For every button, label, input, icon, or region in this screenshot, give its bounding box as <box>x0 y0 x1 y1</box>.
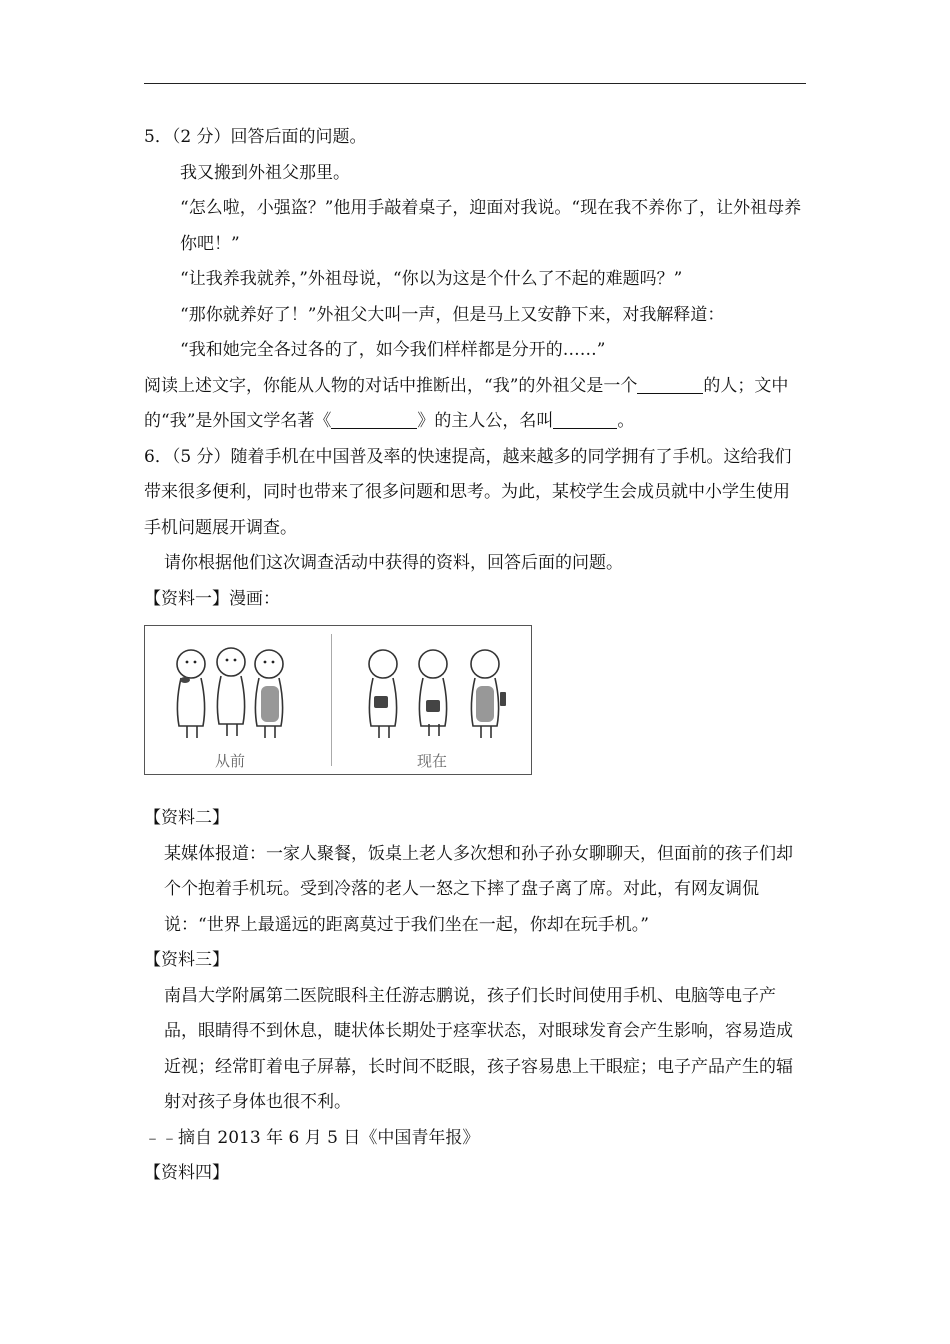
material-2-text: 某媒体报道：一家人聚餐，饭桌上老人多次想和孙子孙女聊聊天，但面前的孩子们却个个抱着手机玩。受到冷落的老人一怒之下摔了盘子离了席。对此，有网友调侃说：“世界上最遥远的距离莫过于我们坐在一起，你却在玩手机。” <box>164 843 793 935</box>
comic-drawing <box>145 626 531 774</box>
answer-blank-1[interactable] <box>637 375 703 394</box>
comic-image <box>144 625 532 775</box>
document-body <box>144 120 806 1192</box>
q5-question-b: 的人；文中的“我”是外国文学名著《 <box>144 375 789 431</box>
comic-caption-before: 从前 <box>215 752 246 770</box>
q5-line-1: 我又搬到外祖父那里。 <box>180 162 350 183</box>
q5-line-2: “怎么啦，小强盗？”他用手敲着桌子，迎面对我说。“现在我不养你了，让外祖母养你吧！” <box>180 198 802 254</box>
material-3-text: 南昌大学附属第二医院眼科主任游志鹏说，孩子们长时间使用手机、电脑等电子产品，眼睛得不到休息，睫状体长期处于痉挛状态，对眼球发育会产生影响，容易造成近视；经常盯着电子屏幕，长时间不眨眼，孩子容易患上干眼症；电子产品产生的辐射对孩子身体也很不利。 <box>164 985 793 1112</box>
q5-question-c: 》的主人公，名叫 <box>417 411 554 431</box>
q5-question <box>144 369 806 440</box>
comic-divider <box>331 634 332 766</box>
material-3-source: ﹣﹣摘自 2013 年 6 月 5 日《中国青年报》 <box>144 1127 480 1148</box>
material-3-label: 【资料三】 <box>144 950 229 970</box>
material-4-label: 【资料四】 <box>144 1163 229 1183</box>
q5-line-3: “让我养我就养，”外祖母说，“你以为这是个什么了不起的难题吗？” <box>180 269 683 289</box>
q5-question-d: 。 <box>617 411 635 431</box>
q5-question-a: 阅读上述文字，你能从人物的对话中推断出，“我”的外祖父是一个 <box>144 375 638 396</box>
q6-title: 6．（5 分）随着手机在中国普及率的快速提高，越来越多的同学拥有了手机。这给我们带来很多便利，同时也带来了很多问题和思考。为此，某校学生会成员就中小学生使用手机问题展开调查。 <box>144 446 792 538</box>
q5-line-5: “我和她完全各过各的了，如今我们样样都是分开的……” <box>180 340 606 360</box>
material-1-label: 【资料一】漫画： <box>144 588 280 609</box>
header-rule <box>144 83 806 84</box>
answer-blank-2[interactable] <box>331 410 417 429</box>
q6-intro: 请你根据他们这次调查活动中获得的资料，回答后面的问题。 <box>164 553 623 573</box>
comic-caption-now: 现在 <box>417 752 448 770</box>
q5-title: 5．（2 分）回答后面的问题。 <box>144 127 367 147</box>
material-2-label: 【资料二】 <box>144 808 229 828</box>
q5-line-4: “那你就养好了！”外祖父大叫一声，但是马上又安静下来，对我解释道： <box>180 304 725 325</box>
answer-blank-3[interactable] <box>553 410 617 429</box>
